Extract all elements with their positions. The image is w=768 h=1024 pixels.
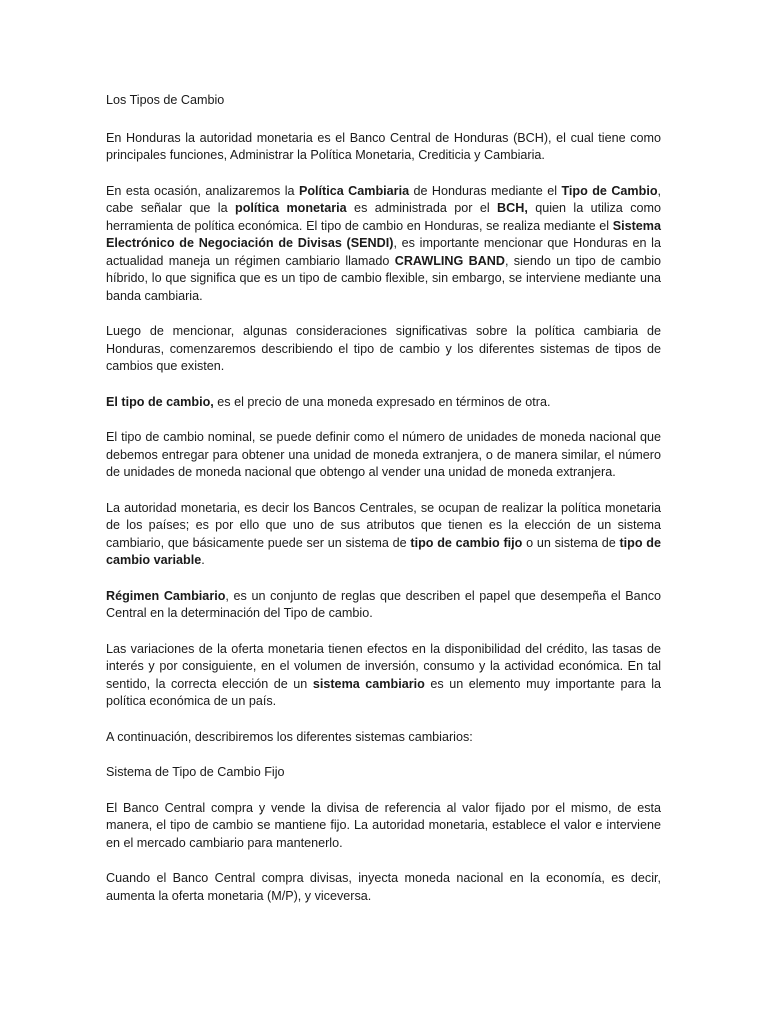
text-run: de Honduras mediante el [409, 183, 562, 198]
paragraph-11: Cuando el Banco Central compra divisas, inyecta moneda nacional en la economía, es decir, aumenta la oferta monetaria (M/P), y viceversa. [106, 871, 661, 903]
text-run: es el precio de una moneda expresado en términos de otra. [213, 394, 551, 409]
paragraph-4 [106, 394, 661, 412]
text-run: es un elemento muy importante para la política económica de un país. [106, 676, 661, 708]
paragraph-9: A continuación, describiremos los diferentes sistemas cambiarios: [106, 729, 473, 744]
paragraph-2 [106, 183, 661, 306]
bold-run: Sistema Electrónico de Negociación de Divisas (SENDI) [106, 218, 661, 250]
text-run: La autoridad monetaria, es decir los Bancos Centrales, se ocupan de realizar la política monetaria de los países; es por ello que uno de sus atributos que tienen es la elección de un sistema cambiario, que básicamente puede ser un sistema de [106, 500, 661, 550]
text-run: En esta ocasión, analizaremos la [106, 183, 299, 198]
bold-run: sistema cambiario [312, 676, 425, 691]
text-run: o un sistema de [522, 535, 620, 550]
document-body [106, 92, 661, 923]
bold-run: BCH, [497, 201, 528, 215]
bold-run: Régimen Cambiario [106, 588, 226, 603]
text-run: , siendo un tipo de cambio híbrido, lo que significa que es un tipo de cambio flexible, sin embargo, se interviene mediante una banda cambiaria. [106, 253, 662, 303]
paragraph-7 [106, 588, 661, 623]
paragraph-3: Luego de mencionar, algunas consideraciones significativas sobre la política cambiaria de Honduras, comenzaremos describiendo el tipo de cambio y los diferentes sistemas de tipos de cambios que existen. [106, 324, 661, 373]
text-run: , cabe señalar que la [106, 183, 662, 215]
text-run: . [201, 553, 205, 567]
paragraph-10: El Banco Central compra y vende la divisa de referencia al valor fijado por el mismo, de esta manera, el tipo de cambio se mantiene fijo. La autoridad monetaria, establece el valor e interviene en el mercado cambiario para mantenerlo. [106, 800, 661, 850]
text-run: es administrada por el [346, 201, 498, 215]
section-heading: Sistema de Tipo de Cambio Fijo [106, 765, 285, 779]
text-run: , es importante mencionar que Honduras en la actualidad maneja un régimen cambiario llamado [106, 236, 661, 268]
bold-run: política monetaria [235, 201, 347, 215]
bold-run: CRAWLING BAND [394, 253, 505, 268]
paragraph-6 [106, 500, 661, 570]
paragraph-5: El tipo de cambio nominal, se puede definir como el número de unidades de moneda nacional que debemos entregar para obtener una unidad de moneda extranjera, o de manera similar, el número de unidades de moneda nacional que obtengo al vender una unidad de moneda extranjera. [106, 430, 661, 479]
bold-run: tipo de cambio variable [106, 535, 662, 567]
paragraph-8 [106, 641, 661, 711]
bold-run: El tipo de cambio, [106, 394, 214, 409]
text-run: Las variaciones de la oferta monetaria tienen efectos en la disponibilidad del crédito, las tasas de interés y por consiguiente, en el volumen de inversión, consumo y la actividad económica. En tal sentido, la correcta elección de un [106, 641, 661, 691]
bold-run: Tipo de Cambio [561, 183, 658, 198]
text-run: , es un conjunto de reglas que describen el papel que desempeña el Banco Central en la determinación del Tipo de cambio. [106, 588, 661, 620]
paragraph-1: En Honduras la autoridad monetaria es el Banco Central de Honduras (BCH), el cual tiene como principales funciones, Administrar la Política Monetaria, Crediticia y Cambiaria. [106, 130, 661, 162]
document-title: Los Tipos de Cambio [106, 93, 225, 107]
bold-run: tipo de cambio fijo [410, 535, 523, 550]
bold-run: Política Cambiaria [298, 183, 410, 198]
text-run: quien la utiliza como herramienta de política económica. El tipo de cambio en Honduras, se realiza mediante el [106, 201, 661, 233]
